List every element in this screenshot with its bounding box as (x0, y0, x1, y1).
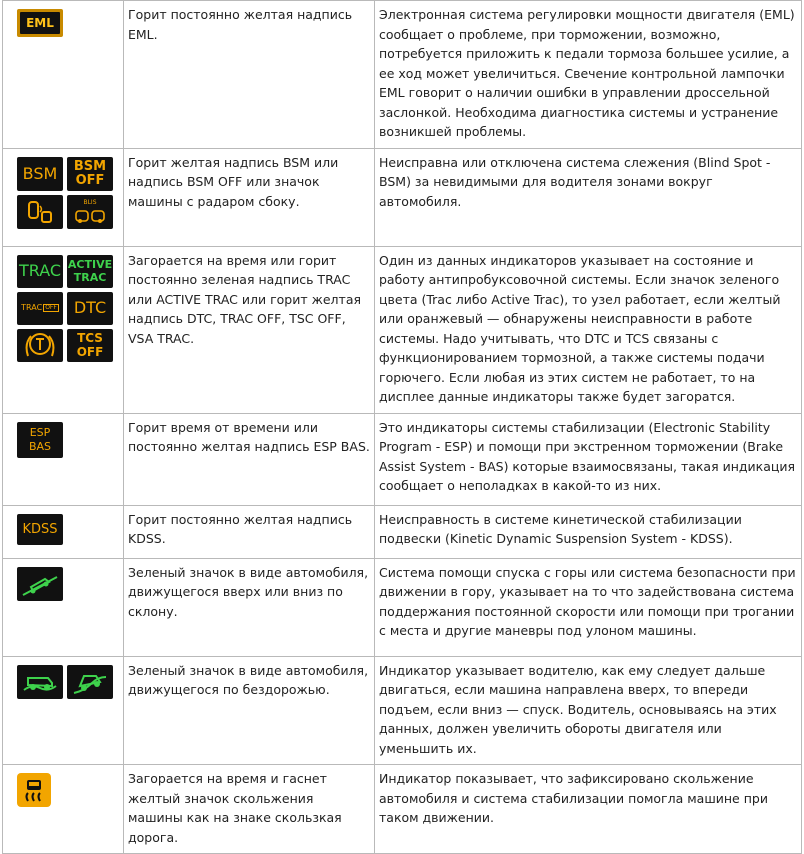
offroad-slope-car-icon (67, 665, 113, 699)
description-text: Неисправность в системе кинетической стабилизации подвески (Kinetic Dynamic Suspension System - KDSS). (375, 505, 802, 558)
table-row (3, 505, 802, 558)
icon-cell (3, 765, 124, 854)
blis-indicator-icon: BLIS (67, 195, 113, 229)
table-row (3, 558, 802, 656)
condition-text: Горит постоянно желтая надпись KDSS. (124, 505, 375, 558)
description-text: Один из данных индикаторов указывает на состояние и работу антипробуксовочной системы. Если значок зеленого цвета (Trac либо Active Trac), то узел работает, если желтый или оранжевый — обнаружены неисправности в работе системы. Надо учитывать, что DTC и TCS связаны с функционированием тормозной, а также системы подачи горючего. Если любая из этих систем не работает, то на дисплее данные индикаторы также будет загоратся. (375, 246, 802, 413)
table-row (3, 765, 802, 854)
icon-cell (3, 246, 124, 413)
traction-control-icon (17, 329, 63, 362)
table-row (3, 246, 802, 413)
condition-text: Загорается на время или горит постоянно зеленая надпись TRAC или ACTIVE TRAC или горит желтая надпись DTC, TRAC OFF, TSC OFF, VSA TRAC. (124, 246, 375, 413)
active-trac-indicator-icon: ACTIVE TRAC (67, 255, 113, 288)
condition-text: Горит постоянно желтая надпись EML. (124, 1, 375, 149)
description-text: Индикатор указывает водителю, как ему следует дальше двигаться, если машина направлена вверх, то впереди подъем, если вниз — спуск. Водитель, основываясь на этих данных, должен увеличить обороты двигателя или уменьшить их. (375, 656, 802, 765)
trac-off-indicator-icon: TRAC OFF (17, 292, 63, 325)
icon-cell (3, 558, 124, 656)
description-text: Неисправна или отключена система слежения (Blind Spot - BSM) за невидимыми для водителя зонами вокруг автомобиля. (375, 148, 802, 246)
table-row (3, 656, 802, 765)
icon-cell (3, 148, 124, 246)
tcs-off-indicator-icon: TCS OFF (67, 329, 113, 362)
condition-text: Загорается на время и гаснет желтый значок скольжения машины как на знаке скользкая дорога. (124, 765, 375, 854)
bsm-off-indicator-icon: BSM OFF (67, 157, 113, 191)
icon-cell (3, 656, 124, 765)
skid-indicator-icon (17, 773, 51, 807)
condition-text: Зеленый значок в виде автомобиля, движущегося по бездорожью. (124, 656, 375, 765)
description-text: Индикатор показывает, что зафиксировано скольжение автомобиля и система стабилизации помогла машине при таком движении. (375, 765, 802, 854)
table-row (3, 148, 802, 246)
icon-cell (3, 505, 124, 558)
description-text: Система помощи спуска с горы или система безопасности при движении в гору, указывает на то что задействована система поддержания постоянной скорости или помощи при трогании с места и другие маневры под улоном машины. (375, 558, 802, 656)
bsm-indicator-icon: BSM (17, 157, 63, 191)
kdss-indicator-icon: KDSS (17, 514, 63, 545)
description-text: Это индикаторы системы стабилизации (Electronic Stability Program - ESP) и помощи при экстренном торможении (Brake Assist System - BAS) которые взаимосвязаны, такая индикация сообщает о неполадках в какой-то из них. (375, 413, 802, 505)
table-row (3, 1, 802, 149)
dtc-indicator-icon: DTC (67, 292, 113, 325)
condition-text: Горит время от времени или постоянно желтая надпись ESP BAS. (124, 413, 375, 505)
offroad-car-icon (17, 665, 63, 699)
hill-assist-icon (17, 567, 63, 601)
condition-text: Зеленый значок в виде автомобиля, движущегося вверх или вниз по склону. (124, 558, 375, 656)
indicators-table (2, 0, 802, 854)
description-text: Электронная система регулировки мощности двигателя (EML) сообщает о проблеме, при торможении, возможно, потребуется приложить к педали тормоза большее усилие, а ее ход может увеличиться. Свечение контрольной лампочки EML говорит о наличии ошибки в управлении дроссельной заслонкой. Необходима диагностика системы и устранение возникшей проблемы. (375, 1, 802, 149)
trac-indicator-icon: TRAC (17, 255, 63, 288)
table-row (3, 413, 802, 505)
icon-cell (3, 1, 124, 149)
icon-cell (3, 413, 124, 505)
condition-text: Горит желтая надпись BSM или надпись BSM OFF или значок машины с радаром сбоку. (124, 148, 375, 246)
blind-spot-car-icon (17, 195, 63, 229)
eml-indicator-icon: EML (17, 9, 63, 37)
esp-bas-indicator-icon: ESP BAS (17, 422, 63, 458)
